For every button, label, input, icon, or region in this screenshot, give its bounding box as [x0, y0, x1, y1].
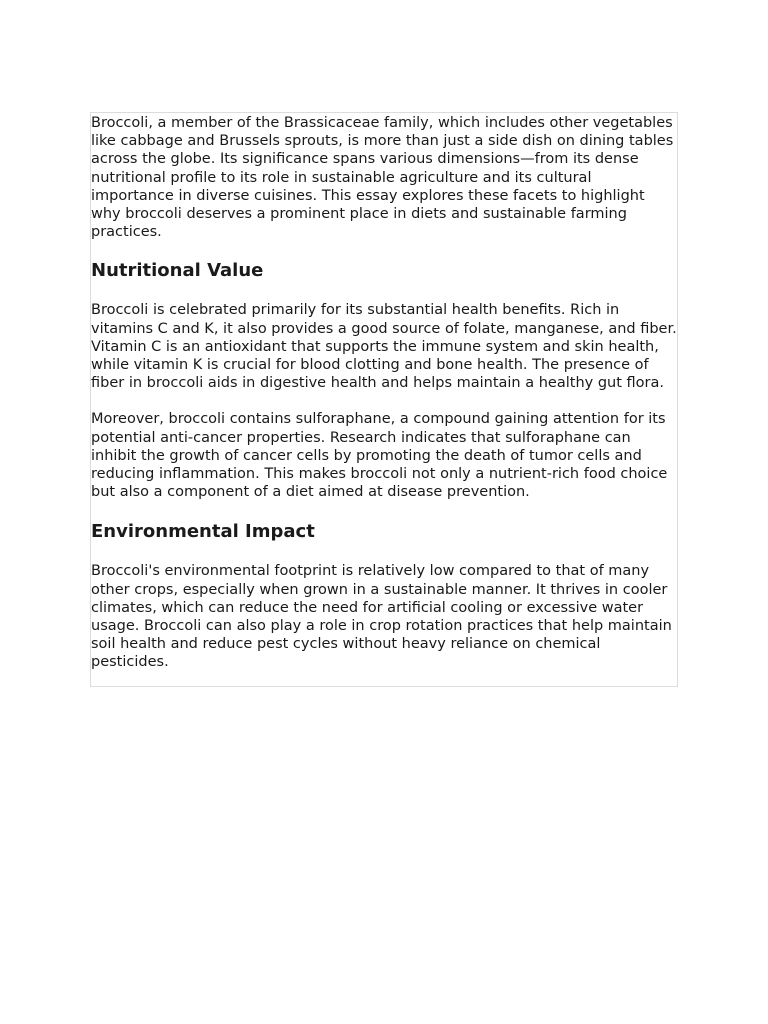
section-heading-nutritional-value: Nutritional Value [91, 260, 264, 282]
intro-paragraph: Broccoli, a member of the Brassicaceae family, which includes other vegetables like cabbage and Brussels sprouts, is more than just a side dish on dining tables across the globe. Its significance spans various dimensions—from its dense nutritional profile to its role in sustainable agriculture and its cultural importance in diverse cuisines. This essay explores these facets to highlight why broccoli deserves a prominent place in diets and sustainable farming practices. [91, 115, 674, 241]
document-body [90, 112, 678, 687]
nutrition-paragraph-1: Broccoli is celebrated primarily for its substantial health benefits. Rich in vitamins C and K, it also provides a good source of folate, manganese, and fiber. Vitamin C is an antioxidant that supports the immune system and skin health, while vitamin K is crucial for blood clotting and bone health. The presence of fiber in broccoli aids in digestive health and helps maintain a healthy gut flora. [91, 302, 677, 392]
section-heading-environmental-impact: Environmental Impact [91, 521, 315, 543]
nutrition-paragraph-2: Moreover, broccoli contains sulforaphane, a compound gaining attention for its potential anti-cancer properties. Research indicates that sulforaphane can inhibit the growth of cancer cells by promoting the death of tumor cells and reducing inflammation. This makes broccoli not only a nutrient-rich food choice but also a component of a diet aimed at disease prevention. [91, 411, 668, 501]
environment-paragraph-1: Broccoli's environmental footprint is relatively low compared to that of many other crops, especially when grown in a sustainable manner. It thrives in cooler climates, which can reduce the need for artificial cooling or excessive water usage. Broccoli can also play a role in crop rotation practices that help maintain soil health and reduce pest cycles without heavy reliance on chemical pesticides. [91, 563, 672, 671]
